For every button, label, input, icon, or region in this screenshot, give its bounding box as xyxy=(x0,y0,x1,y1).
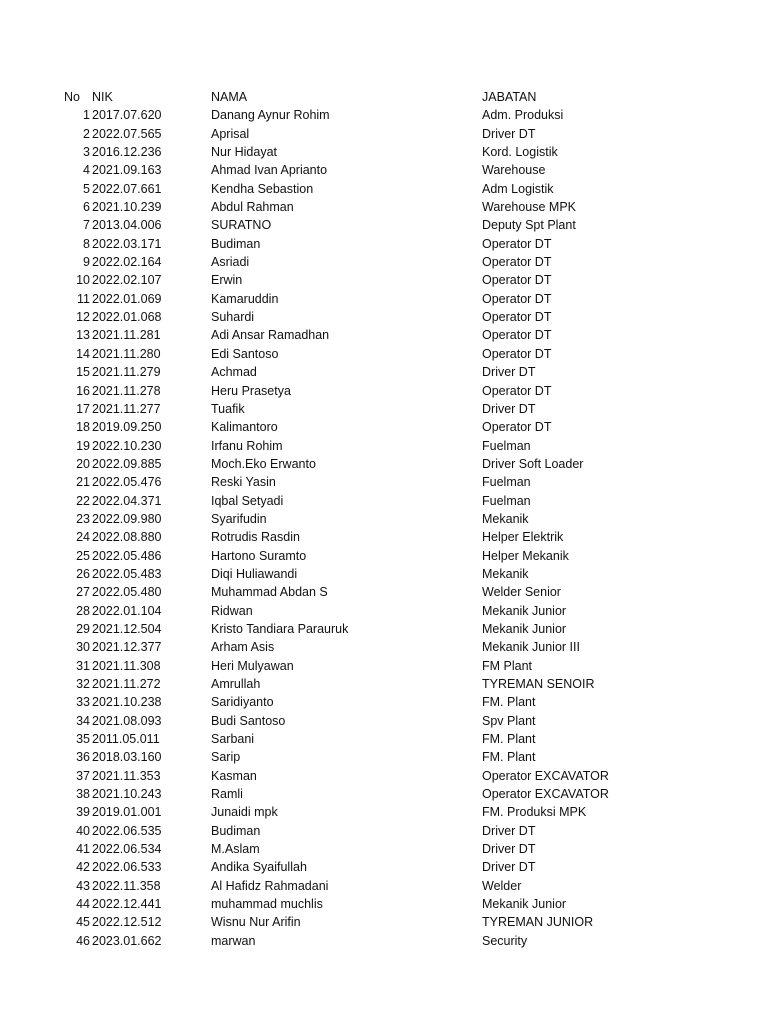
table-row xyxy=(0,767,768,785)
row-no: 45 xyxy=(76,915,90,930)
row-jabatan: FM. Plant xyxy=(482,732,536,747)
row-nik: 2021.11.272 xyxy=(92,677,161,691)
row-nama: Ahmad Ivan Aprianto xyxy=(211,163,328,178)
row-no: 1 xyxy=(83,108,90,123)
table-row xyxy=(0,547,768,565)
table-row xyxy=(0,382,768,400)
row-jabatan: Mekanik Junior xyxy=(482,621,567,636)
row-nama: Erwin xyxy=(211,273,243,288)
row-nama: Kalimantoro xyxy=(211,420,278,435)
table-row xyxy=(0,895,768,913)
row-no: 41 xyxy=(76,842,90,857)
row-nama: Achmad xyxy=(211,365,257,380)
row-jabatan: TYREMAN SENOIR xyxy=(482,677,595,691)
row-no: 6 xyxy=(83,200,90,215)
row-no: 43 xyxy=(76,878,90,893)
table-row xyxy=(0,638,768,656)
table-row xyxy=(0,106,768,124)
row-jabatan: Operator DT xyxy=(482,346,552,361)
row-nik: 2021.12.377 xyxy=(92,640,162,655)
row-nik: 2022.01.068 xyxy=(92,310,162,325)
row-nama: marwan xyxy=(211,933,256,948)
row-no: 34 xyxy=(76,713,90,728)
row-no: 24 xyxy=(76,530,90,545)
row-jabatan: Driver DT xyxy=(482,126,536,141)
row-no: 33 xyxy=(76,695,90,710)
table-row xyxy=(0,858,768,876)
row-nama: Andika Syaifullah xyxy=(211,860,307,875)
table-row xyxy=(0,840,768,858)
table-row xyxy=(0,308,768,326)
row-nik: 2021.09.163 xyxy=(92,163,162,178)
row-no: 40 xyxy=(76,823,90,838)
row-jabatan: Driver DT xyxy=(482,365,536,380)
row-nama: Irfanu Rohim xyxy=(211,438,283,453)
row-no: 37 xyxy=(76,768,90,783)
row-no: 22 xyxy=(76,493,90,508)
row-no: 8 xyxy=(83,236,90,251)
row-jabatan: Driver Soft Loader xyxy=(482,456,584,471)
table-row xyxy=(0,803,768,821)
row-nama: SURATNO xyxy=(211,218,272,233)
table-row xyxy=(0,455,768,473)
table-row xyxy=(0,253,768,271)
row-nama: Budiman xyxy=(211,823,261,838)
row-jabatan: Mekanik Junior xyxy=(482,603,567,618)
header-nama: NAMA xyxy=(211,90,248,104)
row-nama: Suhardi xyxy=(211,310,255,325)
row-nama: Sarbani xyxy=(211,732,255,747)
row-no: 16 xyxy=(76,383,90,398)
table-row xyxy=(0,363,768,381)
row-jabatan: Welder xyxy=(482,878,522,893)
table-row xyxy=(0,657,768,675)
row-nik: 2022.06.533 xyxy=(92,860,162,875)
row-nik: 2021.11.280 xyxy=(92,346,161,361)
row-no: 3 xyxy=(83,145,90,160)
row-nama: Saridiyanto xyxy=(211,695,274,710)
row-nama: Aprisal xyxy=(211,126,250,141)
row-no: 44 xyxy=(76,897,90,912)
row-nik: 2013.04.006 xyxy=(92,218,162,233)
row-nama: Heru Prasetya xyxy=(211,383,291,398)
row-no: 25 xyxy=(76,548,90,563)
row-jabatan: Security xyxy=(482,933,528,948)
row-nama: Arham Asis xyxy=(211,640,275,655)
row-no: 23 xyxy=(76,511,90,526)
row-nik: 2022.04.371 xyxy=(92,493,162,508)
row-nik: 2022.06.535 xyxy=(92,823,162,838)
row-nama: Wisnu Nur Arifin xyxy=(211,915,301,930)
row-nama: M.Aslam xyxy=(211,842,260,857)
row-no: 30 xyxy=(76,640,90,655)
table-row xyxy=(0,785,768,803)
employee-table xyxy=(0,88,768,950)
row-jabatan: Adm Logistik xyxy=(482,181,554,196)
table-row xyxy=(0,913,768,931)
table-row xyxy=(0,271,768,289)
row-jabatan: Operator DT xyxy=(482,236,552,251)
row-nik: 2021.11.308 xyxy=(92,658,161,673)
table-row xyxy=(0,822,768,840)
row-nama: Sarip xyxy=(211,750,241,765)
row-jabatan: Operator EXCAVATOR xyxy=(482,768,609,783)
row-nama: Ramli xyxy=(211,787,243,802)
row-nama: Asriadi xyxy=(211,255,250,270)
row-no: 20 xyxy=(76,456,90,471)
table-row xyxy=(0,125,768,143)
row-jabatan: Operator DT xyxy=(482,255,552,270)
row-nik: 2022.08.880 xyxy=(92,530,162,545)
row-nik: 2021.11.353 xyxy=(92,768,161,783)
row-nama: Muhammad Abdan S xyxy=(211,585,328,600)
row-jabatan: Driver DT xyxy=(482,823,536,838)
header-nik: NIK xyxy=(92,90,113,104)
row-jabatan: Mekanik xyxy=(482,566,529,581)
row-no: 28 xyxy=(76,603,90,618)
table-row xyxy=(0,528,768,546)
row-nik: 2021.11.279 xyxy=(92,365,161,380)
row-nama: Tuafik xyxy=(211,401,245,416)
row-jabatan: FM. Plant xyxy=(482,695,536,710)
header-no: No xyxy=(64,90,80,104)
table-row xyxy=(0,326,768,344)
row-jabatan: FM Plant xyxy=(482,658,533,673)
table-row xyxy=(0,161,768,179)
row-nik: 2016.12.236 xyxy=(92,145,162,160)
row-nama: Budiman xyxy=(211,236,261,251)
table-row xyxy=(0,235,768,253)
row-jabatan: Fuelman xyxy=(482,475,531,490)
table-body xyxy=(0,106,768,950)
row-jabatan: Operator DT xyxy=(482,328,552,343)
row-no: 27 xyxy=(76,585,90,600)
row-nik: 2021.11.278 xyxy=(92,383,161,398)
table-row xyxy=(0,675,768,693)
row-jabatan: Fuelman xyxy=(482,438,531,453)
row-nama: Ridwan xyxy=(211,603,253,618)
table-header xyxy=(0,88,768,106)
row-nama: Amrullah xyxy=(211,677,261,691)
row-no: 35 xyxy=(76,732,90,747)
row-nik: 2019.09.250 xyxy=(92,420,162,435)
table-row xyxy=(0,290,768,308)
table-row xyxy=(0,602,768,620)
row-nama: Kendha Sebastion xyxy=(211,181,314,196)
row-jabatan: Operator DT xyxy=(482,273,552,288)
row-nama: Junaidi mpk xyxy=(211,805,278,820)
row-jabatan: Operator EXCAVATOR xyxy=(482,787,609,802)
table-row xyxy=(0,437,768,455)
row-jabatan: FM. Produksi MPK xyxy=(482,805,587,820)
row-nik: 2022.06.534 xyxy=(92,842,162,857)
row-nama: Syarifudin xyxy=(211,511,267,526)
header-jabatan: JABATAN xyxy=(482,90,537,104)
row-nama: Reski Yasin xyxy=(211,475,276,490)
row-nik: 2022.12.441 xyxy=(92,897,162,912)
table-row xyxy=(0,932,768,950)
row-jabatan: Warehouse MPK xyxy=(482,200,577,215)
row-nik: 2011.05.011 xyxy=(92,732,160,747)
row-no: 32 xyxy=(76,677,90,691)
table-row xyxy=(0,216,768,234)
row-no: 12 xyxy=(76,310,90,325)
row-nama: Kamaruddin xyxy=(211,291,279,306)
row-jabatan: Operator DT xyxy=(482,383,552,398)
row-nik: 2022.05.480 xyxy=(92,585,162,600)
row-no: 31 xyxy=(76,658,90,673)
row-nik: 2022.12.512 xyxy=(92,915,162,930)
row-no: 15 xyxy=(76,365,90,380)
row-nik: 2022.10.230 xyxy=(92,438,162,453)
table-row xyxy=(0,565,768,583)
row-nama: Danang Aynur Rohim xyxy=(211,108,330,123)
row-jabatan: Operator DT xyxy=(482,420,552,435)
row-nik: 2021.12.504 xyxy=(92,621,162,636)
row-nama: Al Hafidz Rahmadani xyxy=(211,878,329,893)
row-jabatan: Mekanik xyxy=(482,511,529,526)
table-row xyxy=(0,492,768,510)
row-jabatan: Mekanik Junior xyxy=(482,897,567,912)
row-no: 26 xyxy=(76,566,90,581)
row-nik: 2021.10.238 xyxy=(92,695,162,710)
row-no: 38 xyxy=(76,787,90,802)
table-row xyxy=(0,400,768,418)
table-row xyxy=(0,198,768,216)
row-no: 4 xyxy=(83,163,90,178)
row-nik: 2022.01.069 xyxy=(92,291,162,306)
row-jabatan: Operator DT xyxy=(482,310,552,325)
row-nik: 2022.07.565 xyxy=(92,126,162,141)
row-jabatan: FM. Plant xyxy=(482,750,536,765)
row-jabatan: Driver DT xyxy=(482,860,536,875)
row-nik: 2022.09.885 xyxy=(92,456,162,471)
row-nama: Rotrudis Rasdin xyxy=(211,530,300,545)
row-nama: Adi Ansar Ramadhan xyxy=(211,328,330,343)
row-no: 42 xyxy=(76,860,90,875)
row-no: 19 xyxy=(76,438,90,453)
row-no: 46 xyxy=(76,933,90,948)
row-nik: 2022.11.358 xyxy=(92,878,161,893)
row-no: 5 xyxy=(83,181,90,196)
row-nama: Hartono Suramto xyxy=(211,548,307,563)
row-nik: 2022.05.486 xyxy=(92,548,162,563)
row-nama: Edi Santoso xyxy=(211,346,279,361)
row-no: 36 xyxy=(76,750,90,765)
row-no: 9 xyxy=(83,255,90,270)
row-no: 39 xyxy=(76,805,90,820)
row-no: 17 xyxy=(76,401,90,416)
row-nama: Kristo Tandiara Parauruk xyxy=(211,621,349,636)
row-no: 2 xyxy=(83,126,90,141)
row-nama: Budi Santoso xyxy=(211,713,286,728)
table-row xyxy=(0,730,768,748)
row-no: 10 xyxy=(76,273,90,288)
row-nama: Iqbal Setyadi xyxy=(211,493,284,508)
row-jabatan: Adm. Produksi xyxy=(482,108,564,123)
row-nik: 2018.03.160 xyxy=(92,750,162,765)
row-no: 13 xyxy=(76,328,90,343)
row-jabatan: Kord. Logistik xyxy=(482,145,558,160)
row-no: 21 xyxy=(76,475,90,490)
row-jabatan: Helper Mekanik xyxy=(482,548,569,563)
row-nama: Heri Mulyawan xyxy=(211,658,294,673)
row-nik: 2021.11.281 xyxy=(92,328,161,343)
row-jabatan: Helper Elektrik xyxy=(482,530,564,545)
row-jabatan: Mekanik Junior III xyxy=(482,640,580,655)
table-row xyxy=(0,510,768,528)
table-row xyxy=(0,748,768,766)
row-nik: 2022.02.164 xyxy=(92,255,162,270)
table-row xyxy=(0,418,768,436)
row-nik: 2022.03.171 xyxy=(92,236,162,251)
table-row xyxy=(0,143,768,161)
row-nik: 2021.10.239 xyxy=(92,200,162,215)
row-nama: Moch.Eko Erwanto xyxy=(211,456,316,471)
row-nik: 2022.09.980 xyxy=(92,511,162,526)
row-jabatan: Driver DT xyxy=(482,842,536,857)
table-row xyxy=(0,583,768,601)
row-nik: 2022.05.483 xyxy=(92,566,162,581)
row-nik: 2021.08.093 xyxy=(92,713,162,728)
table-row xyxy=(0,693,768,711)
row-jabatan: Driver DT xyxy=(482,401,536,416)
row-nik: 2022.07.661 xyxy=(92,181,162,196)
row-nik: 2017.07.620 xyxy=(92,108,162,123)
table-row xyxy=(0,345,768,363)
table-row xyxy=(0,620,768,638)
row-jabatan: TYREMAN JUNIOR xyxy=(482,915,594,930)
row-jabatan: Fuelman xyxy=(482,493,531,508)
table-row xyxy=(0,473,768,491)
row-no: 7 xyxy=(83,218,90,233)
row-no: 14 xyxy=(76,346,90,361)
row-nik: 2022.05.476 xyxy=(92,475,162,490)
table-row xyxy=(0,180,768,198)
row-nama: Nur Hidayat xyxy=(211,145,277,160)
row-jabatan: Spv Plant xyxy=(482,713,536,728)
row-jabatan: Warehouse xyxy=(482,163,546,178)
row-no: 29 xyxy=(76,621,90,636)
row-nik: 2021.11.277 xyxy=(92,401,161,416)
row-nama: Abdul Rahman xyxy=(211,200,294,215)
row-nik: 2023.01.662 xyxy=(92,933,162,948)
row-jabatan: Operator DT xyxy=(482,291,552,306)
row-no: 18 xyxy=(76,420,90,435)
row-nik: 2019.01.001 xyxy=(92,805,162,820)
row-nama: muhammad muchlis xyxy=(211,897,323,912)
table-row xyxy=(0,877,768,895)
row-jabatan: Deputy Spt Plant xyxy=(482,218,576,233)
row-jabatan: Welder Senior xyxy=(482,585,561,600)
row-nik: 2022.02.107 xyxy=(92,273,162,288)
row-no: 11 xyxy=(77,291,90,306)
table-row xyxy=(0,712,768,730)
row-nama: Diqi Huliawandi xyxy=(211,566,298,581)
row-nik: 2021.10.243 xyxy=(92,787,162,802)
row-nama: Kasman xyxy=(211,768,257,783)
row-nik: 2022.01.104 xyxy=(92,603,162,618)
